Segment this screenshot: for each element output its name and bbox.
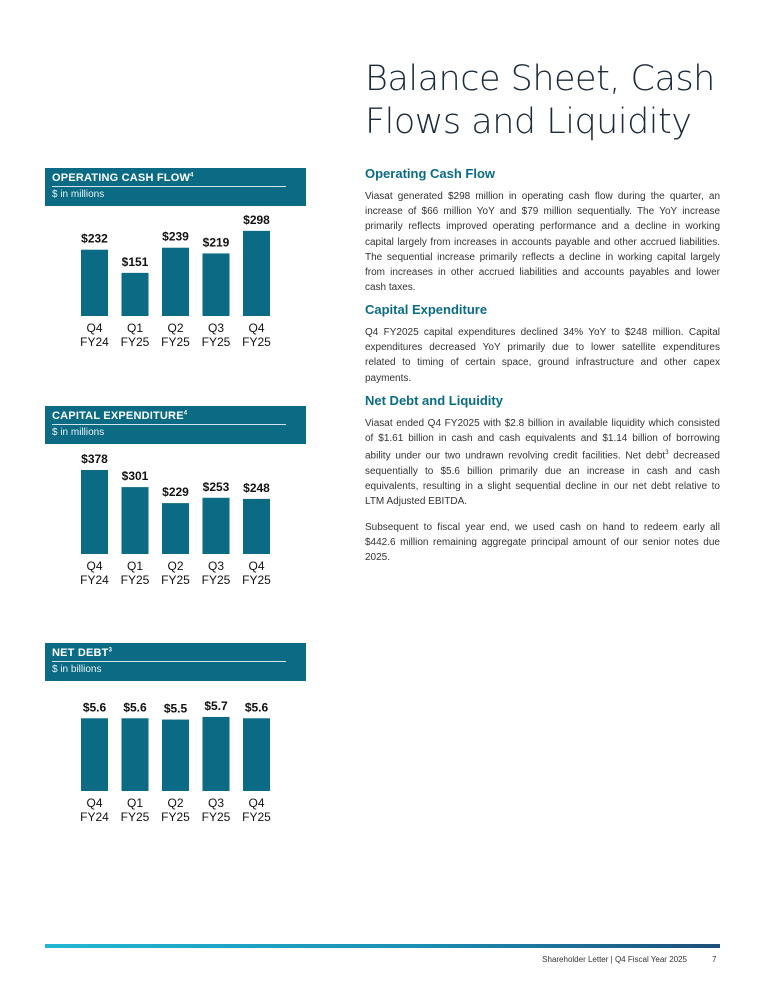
- capex-paragraph: Q4 FY2025 capital expenditures declined 34% YoY to $248 million. Capital expenditures decreased YoY primarily due to lower satellite expenditures related to timing of certain space, ground infrastructure and other capex payments.: [365, 327, 720, 384]
- debt-paragraph: Viasat ended Q4 FY2025 with $2.8 billion in available liquidity which consisted of $1.61 billion in cash and cash equivalents and $1.14 billion of borrowing ability under our two undrawn revolving credit facilities. Net debt$^3$ decreased sequentially to $5.6 billion primarily due an increase in cash and cash equivalents, resulting in a slight sequential decline in our net debt relative to LTM Adjusted EBITDA.: [365, 418, 720, 508]
- tick-label-3-0: Q3: [207, 559, 225, 573]
- tick-label-2-0: Q2: [167, 796, 184, 810]
- bar-value-label-4: $5.6: [244, 700, 269, 715]
- tick-label-0-0: Q4: [86, 796, 103, 810]
- bar-value-label-3: $253: [202, 479, 230, 494]
- tick-label-1-0: Q1: [126, 559, 144, 573]
- capex-heading: Capital Expenditure: [365, 302, 488, 317]
- page-number: 7: [712, 955, 717, 964]
- bar-value-label-4: $248: [243, 480, 270, 495]
- bar-value-label-2: $229: [162, 485, 189, 500]
- tick-label-4-1: FY25: [242, 810, 271, 824]
- tick-label-0-1: FY24: [80, 335, 109, 349]
- tick-label-4-1: FY25: [242, 573, 271, 587]
- bar-1: [122, 487, 149, 554]
- tick-label-4-0: Q4: [248, 559, 265, 573]
- page-title-line-2: Flows and Liquidity: [365, 102, 692, 142]
- tick-label-3-0: Q3: [207, 796, 225, 810]
- bar-1: [122, 273, 149, 316]
- page-title: [365, 58, 745, 144]
- bar-3: [203, 717, 230, 791]
- debt-panel-subtitle: $ in billions: [52, 664, 102, 675]
- bar-value-label-3: $5.7: [204, 698, 228, 713]
- bar-value-label-1: $301: [121, 469, 149, 484]
- tick-label-2-0: Q2: [167, 559, 184, 573]
- debt-paragraph-2: Subsequent to fiscal year end, we used cash on hand to redeem early all $442.6 million remaining aggregate principal amount of our senior notes due 2025.: [365, 521, 720, 563]
- bar-0: [81, 250, 108, 316]
- tick-label-1-1: FY25: [120, 810, 150, 824]
- ocf-panel-subtitle: $ in millions: [52, 189, 105, 200]
- capex-panel-subtitle: $ in millions: [52, 427, 105, 438]
- bar-1: [122, 718, 149, 791]
- tick-label-2-1: FY25: [161, 810, 190, 824]
- tick-label-3-0: Q3: [207, 321, 225, 335]
- bar-value-label-2: $239: [162, 229, 189, 244]
- tick-label-0-1: FY24: [80, 810, 109, 824]
- bar-value-label-2: $5.5: [163, 701, 188, 716]
- page-title-line-1: Balance Sheet, Cash: [365, 59, 715, 99]
- tick-label-1-0: Q1: [126, 796, 144, 810]
- capex-panel-rule: [52, 424, 286, 425]
- tick-label-2-1: FY25: [161, 335, 190, 349]
- capex-section: [365, 302, 720, 386]
- tick-label-4-0: Q4: [248, 321, 265, 335]
- tick-label-0-0: Q4: [86, 321, 103, 335]
- ocf-bar-chart: [45, 206, 306, 376]
- ocf-panel-header: [45, 168, 306, 206]
- capex-bar-chart: [45, 444, 306, 614]
- tick-label-3-1: FY25: [201, 573, 231, 587]
- bar-2: [162, 503, 189, 554]
- bar-value-label-1: $5.6: [123, 700, 147, 715]
- bar-4: [243, 231, 270, 316]
- bar-3: [203, 498, 230, 554]
- tick-label-4-1: FY25: [242, 335, 271, 349]
- bar-value-label-0: $5.6: [82, 700, 107, 715]
- debt-panel-title: NET DEBT$^3$: [52, 647, 113, 659]
- net-debt-bar-chart: [45, 681, 306, 851]
- bar-value-label-4: $298: [243, 212, 270, 227]
- capex-panel-header: [45, 406, 306, 444]
- ocf-heading: Operating Cash Flow: [365, 166, 496, 181]
- tick-label-2-1: FY25: [161, 573, 190, 587]
- tick-label-1-0: Q1: [126, 321, 144, 335]
- bar-value-label-0: $378: [81, 452, 108, 466]
- bar-4: [243, 718, 270, 791]
- tick-label-4-0: Q4: [248, 796, 265, 810]
- bar-3: [203, 253, 230, 316]
- ocf-panel-rule: [52, 186, 286, 187]
- bar-value-label-0: $232: [81, 231, 108, 246]
- footer-label: Shareholder Letter | Q4 Fiscal Year 2025: [542, 955, 687, 964]
- bar-2: [162, 720, 189, 791]
- bar-4: [243, 499, 270, 554]
- tick-label-2-0: Q2: [167, 321, 184, 335]
- bar-2: [162, 248, 189, 316]
- tick-label-3-1: FY25: [201, 335, 231, 349]
- tick-label-0-1: FY24: [80, 573, 109, 587]
- debt-section: [365, 393, 720, 565]
- footer-rule: [45, 944, 720, 948]
- debt-panel-rule: [52, 661, 286, 662]
- tick-label-3-1: FY25: [201, 810, 231, 824]
- bar-0: [81, 470, 108, 554]
- ocf-panel-title: OPERATING CASH FLOW$^4$: [52, 172, 194, 184]
- tick-label-1-1: FY25: [120, 335, 150, 349]
- bar-value-label-1: $151: [121, 254, 149, 269]
- debt-heading: Net Debt and Liquidity: [365, 393, 503, 408]
- bar-value-label-3: $219: [202, 235, 230, 250]
- capex-panel-title: CAPITAL EXPENDITURE$^4$: [52, 410, 188, 422]
- tick-label-1-1: FY25: [120, 573, 150, 587]
- ocf-section: [365, 166, 720, 295]
- bar-0: [81, 718, 108, 791]
- debt-panel-header: [45, 643, 306, 681]
- tick-label-0-0: Q4: [86, 559, 103, 573]
- ocf-paragraph: Viasat generated $298 million in operating cash flow during the quarter, an increase of $66 million YoY and $79 million sequentially. The YoY increase primarily reflects improved operating performance and a decline in working capital largely from increases in accounts payable and other accrued liabilities. The sequential increase primarily reflects a decline in working capital largely from increases in other accrued liabilities and accounts payables and lower cash taxes.: [365, 191, 720, 294]
